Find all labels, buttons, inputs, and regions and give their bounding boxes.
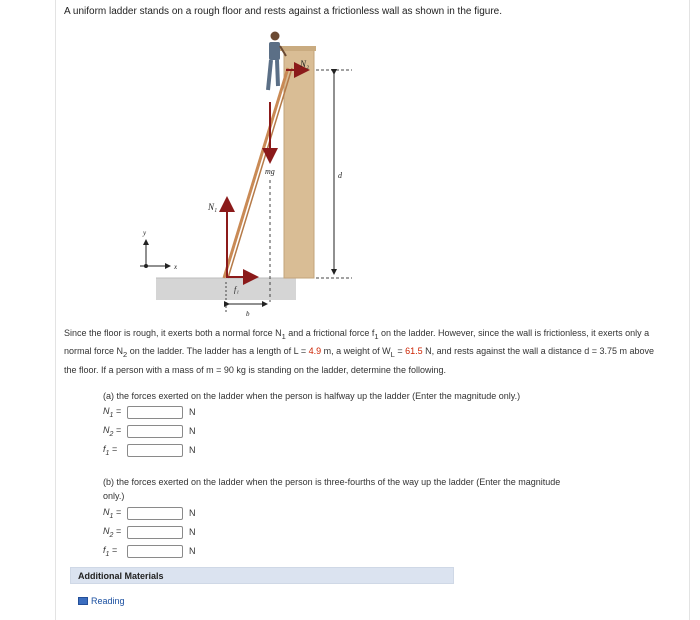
part-b-n2-row: $N_2$ = N [103, 525, 196, 539]
floor [156, 278, 296, 300]
coordinate-axes [140, 240, 170, 268]
part-a-f1-input[interactable] [127, 444, 183, 457]
f1-label: f₁ [234, 285, 240, 294]
d-label: d [338, 171, 342, 180]
n1-label: N₁ [208, 202, 218, 212]
part-a-n2-row: $N_2$ = N [103, 424, 196, 438]
part-a-prompt: (a) the forces exerted on the ladder when the person is halfway up the ladder (Enter the magnitude only.) [103, 391, 521, 401]
y-axis-label: y [143, 229, 147, 237]
n2-label: N₂ [300, 59, 310, 69]
part-a-n1-input[interactable] [127, 406, 183, 419]
book-icon [78, 597, 88, 605]
ladder-figure [120, 30, 380, 330]
additional-materials-header: Additional Materials [70, 567, 454, 584]
part-b-f1-row: $f_1$ = N [103, 544, 196, 558]
problem-paragraph: Since the floor is rough, it exerts both a normal force $N_1$ and a frictional force $f_1$ on the ladder. However, since the wall is frictionless, it exerts only a normal force $N_2$ on the ladder. The ladder has a length of L = 4.9 m, a weight of $W_L = 61.5$ N, and rests against the wall a distance d = 3.75 m above the floor. If a person with a mass of m = 90 kg is standing on the ladder, determine the following. [64, 328, 654, 375]
reading-link[interactable]: Reading [78, 596, 125, 606]
x-axis-label: x [174, 263, 178, 271]
part-a-n2-input[interactable] [127, 425, 183, 438]
wall [284, 48, 314, 278]
part-b-n2-input[interactable] [127, 526, 183, 539]
length-value: 4.9 [308, 346, 322, 357]
part-b-n1-input[interactable] [127, 507, 183, 520]
ladder [224, 68, 292, 278]
problem-intro: A uniform ladder stands on a rough floor and rests against a frictionless wall as shown in the figure. [64, 6, 503, 17]
mg-label: mg [265, 167, 275, 176]
part-b-prompt: (b) the forces exerted on the ladder when the person is three-fourths of the way up the ladder (Enter the magnitude only.) [103, 477, 561, 501]
part-a-n1-row: $N_1$ = N [103, 405, 196, 419]
part-b-n1-row: $N_1$ = N [103, 506, 196, 520]
b-label: b [246, 310, 250, 318]
part-b-f1-input[interactable] [127, 545, 183, 558]
part-a-f1-row: $f_1$ = N [103, 443, 196, 457]
weight-value: 61.5 [405, 346, 423, 357]
